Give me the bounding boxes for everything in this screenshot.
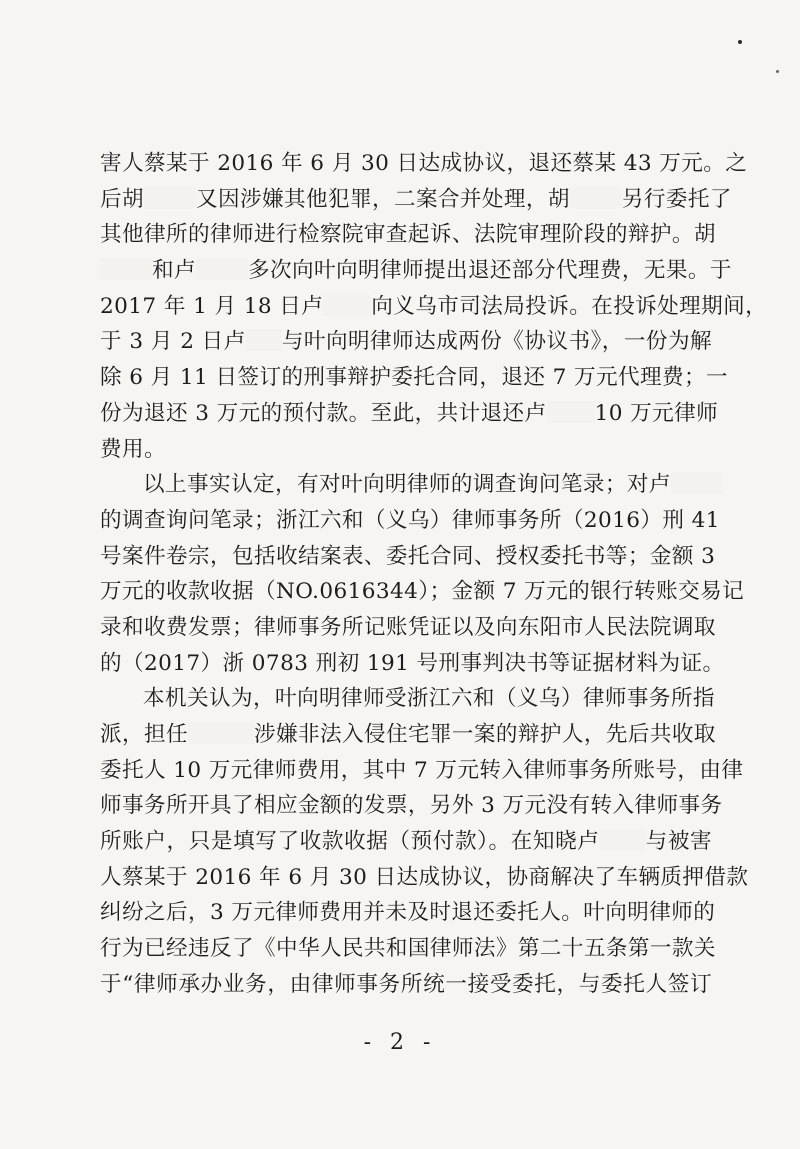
text-line: 本机关认为，叶向明律师受浙江六和（义乌）律师事务所指 [143,686,715,712]
text-line: 于 3 月 2 日卢 与叶向明律师达成两份《协议书》，一份为解 [100,329,713,355]
redacted-name [570,187,622,209]
scan-mark [738,40,742,44]
page-number: - 2 - [363,1030,437,1055]
text-line: 的（2017）浙 0783 刑初 191 号刑事判决书等证据材料为证。 [100,650,725,676]
redacted-name [144,187,196,209]
redacted-name [196,258,248,280]
text-line: 的调查询问笔录；浙江六和（义乌）律师事务所（2016）刑 41 [100,507,720,533]
text-line: 所账户，只是填写了收款收据（预付款）。在知晓卢 与被害 [100,829,713,855]
redacted-name [323,294,371,316]
text-line: 2017 年 1 月 18 日卢 向义乌市司法局投诉。在投诉处理期间， [100,293,768,319]
text-line: 派，担任 涉嫌非法入侵住宅罪一案的辩护人，先后共收取 [100,722,716,747]
text-line: 录和收费发票；律师事务所记账凭证以及向东阳市人民法院调取 [100,614,716,640]
text-line: 人蔡某于 2016 年 6 月 30 日达成协议，协商解决了车辆质押借款 [100,864,749,890]
text-line: 行为已经违反了《中华人民共和国律师法》第二十五条第一款关 [100,936,716,962]
redacted-name [547,401,595,423]
text-line: 万元的收款收据（NO.0616344）；金额 7 万元的银行转账交易记 [100,579,745,605]
scan-mark [776,70,779,73]
text-line: 委托人 10 万元律师费用，其中 7 万元转入律师事务所账号，由律 [100,757,744,783]
text-line: 和卢 多次向叶向明律师提出退还部分代理费，无果。于 [100,253,712,289]
text-line: 其他律所的律师进行检察院审查起诉、法院审理阶段的辩护。胡 [100,222,716,248]
text-line: 后胡 又因涉嫌其他犯罪，二案合并处理，胡 另行委托了 [100,186,732,212]
redacted-name [599,829,645,851]
text-line: 费用。 [100,436,166,462]
text-line: 害人蔡某于 2016 年 6 月 30 日达成协议，退还蔡某 43 万元。之 [100,151,748,176]
redacted-name [100,258,152,280]
document-body [100,146,768,1003]
redacted-name [246,329,282,351]
text-line: 号案件卷宗，包括收结案表、委托合同、授权委托书等；金额 3 [100,543,716,569]
redacted-name [671,472,723,494]
redacted-name [188,722,254,744]
text-line: 于“律师承办业务，由律师事务所统一接受委托，与委托人签订 [100,971,712,997]
text-line: 除 6 月 11 日签订的刑事辩护委托合同，退还 7 万元代理费；一 [100,365,728,391]
text-line: 以上事实认定，有对叶向明律师的调查询问笔录；对卢 [100,467,712,503]
text-line: 师事务所开具了相应金额的发票，另外 3 万元没有转入律师事务 [100,793,723,819]
text-line: 份为退还 3 万元的预付款。至此，共计退还卢 10 万元律师 [100,400,719,426]
text-line: 纠纷之后，3 万元律师费用并未及时退还委托人。叶向明律师的 [100,900,716,926]
